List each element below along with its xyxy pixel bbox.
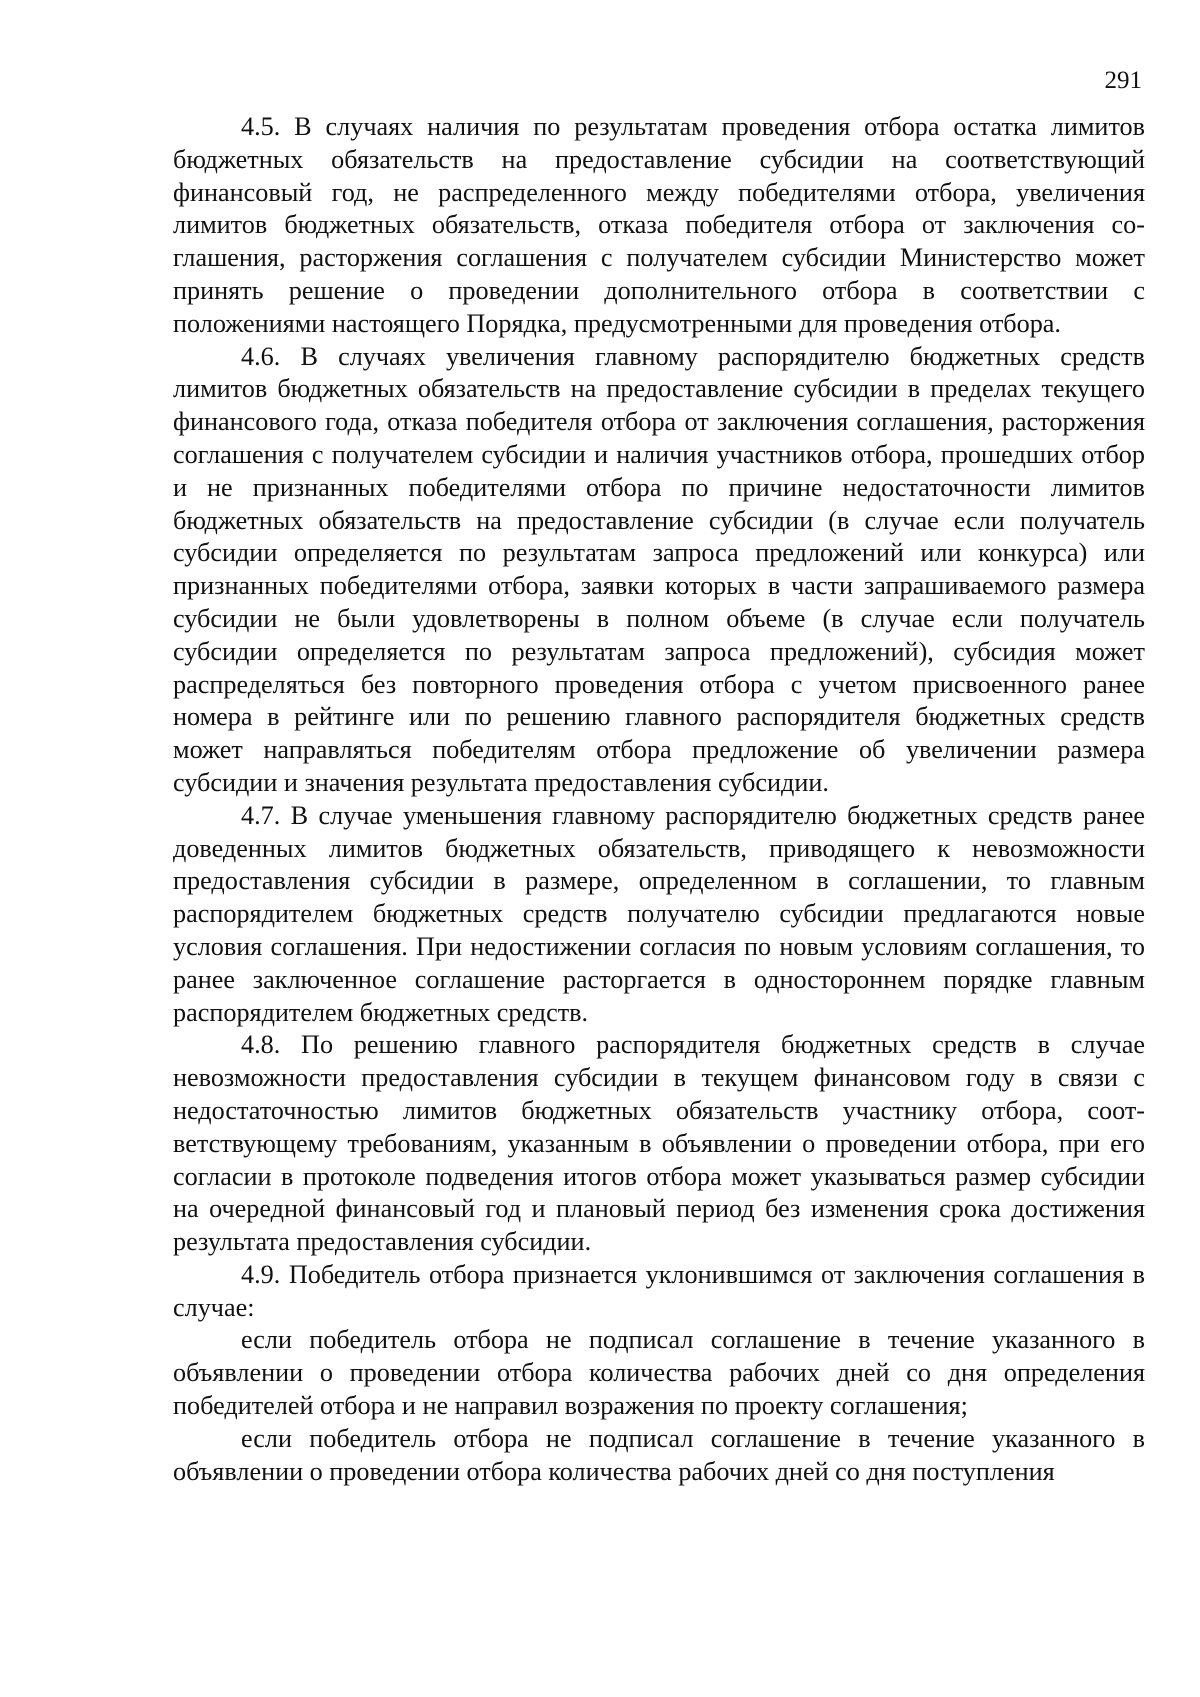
paragraph-4-8: 4.8. По решению главного распорядителя бюджетных средств в случае невозможности предоставления субсидии в текущем финансовом году в связи с недостаточностью лимитов бюджетных обязательств участнику отбора, соответствующему требованиям, указанным в объявлении о проведении отбора, при его согласии в протоколе подведения итогов отбора может указываться размер субсидии на очередной финансовый год и плановый период без изменения срока достижения результата предоставления субсидии. [173,1030,1145,1257]
paragraph-condition-1: если победитель отбора не подписал соглашение в течение указанного в объявлении о проведении отбора количества рабочих дней со дня определения победителей отбора и не направил возражения по проекту соглашения; [173,1325,1145,1421]
paragraph-condition-2: если победитель отбора не подписал соглашение в течение указанного в объявлении о проведении отбора количества рабочих дней со дня поступления [173,1423,1145,1486]
document-body [173,111,1145,1488]
paragraph-4-9: 4.9. Победитель отбора признается уклонившимся от заключения соглашения в случае: [173,1259,1145,1322]
paragraph-4-6: 4.6. В случаях увеличения главному распорядителю бюджетных средств лимитов бюджетных обязательств на предоставление субсидии в пределах текущего финансового года, отказа победителя отбора от заключения соглашения, расторжения соглашения с получателем субсидии и наличия участников отбора, прошедших отбор и не признанных победителями отбора по причине недостаточности лимитов бюджетных обязательств на предоставление субсидии (в случае если получатель субсидии определяется по результатам запроса предложений или конкурса) или признанных победителями отбора, заявки которых в части запрашиваемого размера субсидии не были удовлетворены в полном объеме (в случае если получатель субсидии определяется по результатам запроса предложений), субсидия может распределяться без повторного проведения отбора с учетом присвоенного ранее номера в рейтинге или по решению главного распорядителя бюджетных средств может направляться победителям отбора предложение об увеличении размера субсидии и значения результата предоставления субсидии. [173,341,1145,797]
paragraph-4-5: 4.5. В случаях наличия по результатам проведения отбора остатка лимитов бюджетных обязательств на предоставление субсидии на соответствующий финансовый год, не распределенного между победителями отбора, увеличения лимитов бюджетных обязательств, отказа победителя отбора от заключения соглашения, расторжения соглашения с получателем субсидии Министерство может принять решение о проведении дополнительного отбора в соответствии с положениями настоящего Порядка, предусмотренными для проведения отбора. [173,112,1145,338]
paragraph-4-7: 4.7. В случае уменьшения главному распорядителю бюджетных средств ранее доведенных лимитов бюджетных обязательств, приводящего к невозможности предоставления субсидии в размере, определенном в соглашении, то главным распорядителем бюджетных средств получателю субсидии предлагаются новые условия соглашения. При недостижении согласия по новым условиям соглашения, то ранее заключенное соглашение расторгается в одностороннем порядке главным распорядителем бюджетных средств. [173,800,1145,1027]
page-number: 291 [1104,67,1142,94]
